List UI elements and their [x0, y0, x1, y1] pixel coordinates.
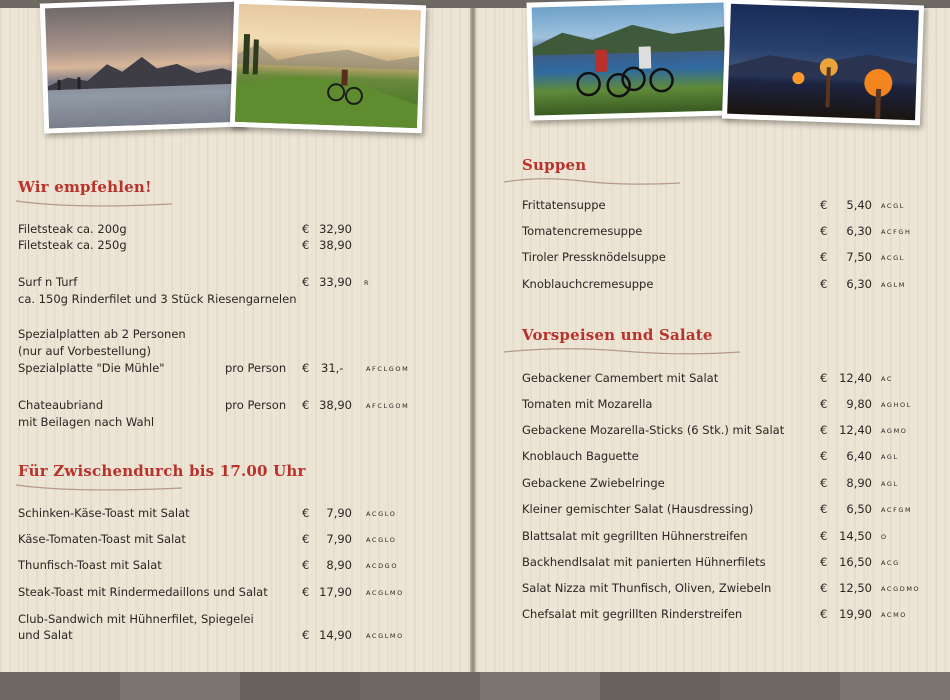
menu-item-name: Backhendlsalat mit panierten Hühnerfilets — [522, 555, 766, 569]
currency-symbol: € — [302, 238, 310, 252]
menu-item-price: 7,90 — [326, 532, 352, 546]
menu-item-name: Thunfisch-Toast mit Salat — [18, 558, 162, 572]
menu-item-price: 5,40 — [846, 198, 872, 212]
heading-underline-swash — [502, 174, 682, 186]
allergen-codes: AGLM — [881, 281, 906, 289]
allergen-codes: AGL — [881, 480, 899, 488]
currency-symbol: € — [302, 558, 310, 572]
currency-symbol: € — [820, 250, 828, 264]
menu-item-price: 12,40 — [839, 371, 872, 385]
currency-symbol: € — [302, 275, 310, 289]
menu-item-price: 12,50 — [839, 581, 872, 595]
menu-item-price: 7,50 — [846, 250, 872, 264]
menu-item-price: 12,40 — [839, 423, 872, 437]
currency-symbol: € — [820, 277, 828, 291]
currency-symbol: € — [820, 371, 828, 385]
price-note: pro Person — [225, 398, 287, 412]
currency-symbol: € — [820, 529, 828, 543]
menu-item-price: 16,50 — [839, 555, 872, 569]
menu-item-name: Club-Sandwich mit Hühnerfilet, Spiegelei — [18, 612, 254, 626]
menu-item-price: 33,90 — [319, 275, 352, 289]
menu-item-price: 14,50 — [839, 529, 872, 543]
menu-item-description: (nur auf Vorbestellung) — [18, 344, 151, 358]
photo-torches-night — [722, 0, 924, 125]
menu-item-price: 9,80 — [846, 397, 872, 411]
menu-item-price: 14,90 — [319, 628, 352, 642]
currency-symbol: € — [820, 449, 828, 463]
allergen-codes: ACGLMO — [366, 589, 404, 597]
menu-item-name: Salat Nizza mit Thunfisch, Oliven, Zwiebeln — [522, 581, 772, 595]
section-title-starters-salads: Vorspeisen und Salate — [522, 326, 713, 344]
currency-symbol: € — [302, 585, 310, 599]
menu-item-name: Spezialplatte "Die Mühle" — [18, 361, 165, 375]
heading-underline-swash — [14, 481, 184, 493]
allergen-codes: ACGLMO — [366, 632, 404, 640]
menu-item-name: Blattsalat mit gegrillten Hühnerstreifen — [522, 529, 748, 543]
allergen-codes: ACGL — [881, 202, 905, 210]
allergen-codes: AGMO — [881, 427, 908, 435]
menu-item-price: 19,90 — [839, 607, 872, 621]
menu-item-name: Tomaten mit Mozarella — [522, 397, 653, 411]
photo-mountain-lake — [40, 0, 246, 133]
menu-item-name: Schinken-Käse-Toast mit Salat — [18, 506, 190, 520]
currency-symbol: € — [820, 397, 828, 411]
currency-symbol: € — [820, 423, 828, 437]
menu-item-name: Gebackene Zwiebelringe — [522, 476, 665, 490]
allergen-codes: ACGLO — [366, 536, 397, 544]
currency-symbol: € — [820, 224, 828, 238]
allergen-codes: ACG — [881, 559, 900, 567]
price-note: pro Person — [225, 361, 287, 375]
allergen-codes: ACMO — [881, 611, 907, 619]
section-title-snacks: Für Zwischendurch bis 17.00 Uhr — [18, 462, 306, 480]
menu-item-price: 6,40 — [846, 449, 872, 463]
allergen-codes: ACFGM — [881, 506, 913, 514]
heading-underline-swash — [14, 197, 174, 209]
currency-symbol: € — [302, 506, 310, 520]
currency-symbol: € — [302, 222, 310, 236]
allergen-codes: ACFGH — [881, 228, 912, 236]
allergen-codes: ACGDMO — [881, 585, 921, 593]
menu-item-name: Gebackener Camembert mit Salat — [522, 371, 719, 385]
menu-item-name: Spezialplatten ab 2 Personen — [18, 327, 186, 341]
menu-item-description: mit Beilagen nach Wahl — [18, 415, 155, 429]
menu-item-name: Chateaubriand — [18, 398, 104, 412]
menu-item-price: 6,30 — [846, 224, 872, 238]
menu-item-description: und Salat — [18, 628, 73, 642]
menu-item-name: Knoblauchcremesuppe — [522, 277, 654, 291]
menu-item-name: Gebackene Mozarella-Sticks (6 Stk.) mit Salat — [522, 423, 785, 437]
section-title-recommendations: Wir empfehlen! — [18, 178, 152, 196]
menu-item-name: Chefsalat mit gegrillten Rinderstreifen — [522, 607, 743, 621]
menu-item-name: Kleiner gemischter Salat (Hausdressing) — [522, 502, 754, 516]
menu-item-name: Tomatencremesuppe — [522, 224, 643, 238]
currency-symbol: € — [820, 502, 828, 516]
currency-symbol: € — [302, 398, 310, 412]
allergen-codes: AFCLGOM — [366, 365, 410, 373]
currency-symbol: € — [820, 198, 828, 212]
currency-symbol: € — [302, 532, 310, 546]
menu-item-price: 8,90 — [326, 558, 352, 572]
menu-item-name: Knoblauch Baguette — [522, 449, 639, 463]
menu-item-price: 38,90 — [319, 238, 352, 252]
allergen-codes: ACGLO — [366, 510, 397, 518]
menu-item-price: 31,- — [321, 361, 344, 375]
allergen-codes: AC — [881, 375, 894, 383]
currency-symbol: € — [302, 361, 310, 375]
menu-item-price: 6,30 — [846, 277, 872, 291]
menu-item-name: Frittatensuppe — [522, 198, 606, 212]
menu-item-price: 7,90 — [326, 506, 352, 520]
allergen-codes: ACGL — [881, 254, 905, 262]
currency-symbol: € — [820, 607, 828, 621]
allergen-codes: AGHOL — [881, 401, 912, 409]
menu-item-name: Filetsteak ca. 250g — [18, 238, 127, 252]
menu-item-price: 32,90 — [319, 222, 352, 236]
currency-symbol: € — [820, 555, 828, 569]
photo-mountain-biker-sunset — [230, 0, 426, 133]
heading-underline-swash — [502, 344, 742, 356]
menu-item-price: 6,50 — [846, 502, 872, 516]
menu-item-name: Tiroler Pressknödelsuppe — [522, 250, 666, 264]
menu-item-name: Käse-Tomaten-Toast mit Salat — [18, 532, 186, 546]
currency-symbol: € — [820, 476, 828, 490]
menu-item-description: ca. 150g Rinderfilet und 3 Stück Riesengarnelen — [18, 292, 297, 306]
allergen-codes: ACDGO — [366, 562, 399, 570]
menu-item-name: Filetsteak ca. 200g — [18, 222, 127, 236]
menu-item-name: Steak-Toast mit Rindermedaillons und Salat — [18, 585, 268, 599]
photo-cyclists-lake — [526, 0, 731, 121]
menu-item-price: 38,90 — [319, 398, 352, 412]
menu-item-price: 17,90 — [319, 585, 352, 599]
currency-symbol: € — [302, 628, 310, 642]
section-title-soups: Suppen — [522, 156, 587, 174]
wood-background-bottom — [0, 672, 950, 700]
allergen-codes: AFCLGOM — [366, 402, 410, 410]
menu-item-price: 8,90 — [846, 476, 872, 490]
currency-symbol: € — [820, 581, 828, 595]
allergen-codes: R — [364, 279, 371, 287]
allergen-codes: O — [881, 533, 888, 541]
allergen-codes: AGL — [881, 453, 899, 461]
menu-item-name: Surf n Turf — [18, 275, 78, 289]
